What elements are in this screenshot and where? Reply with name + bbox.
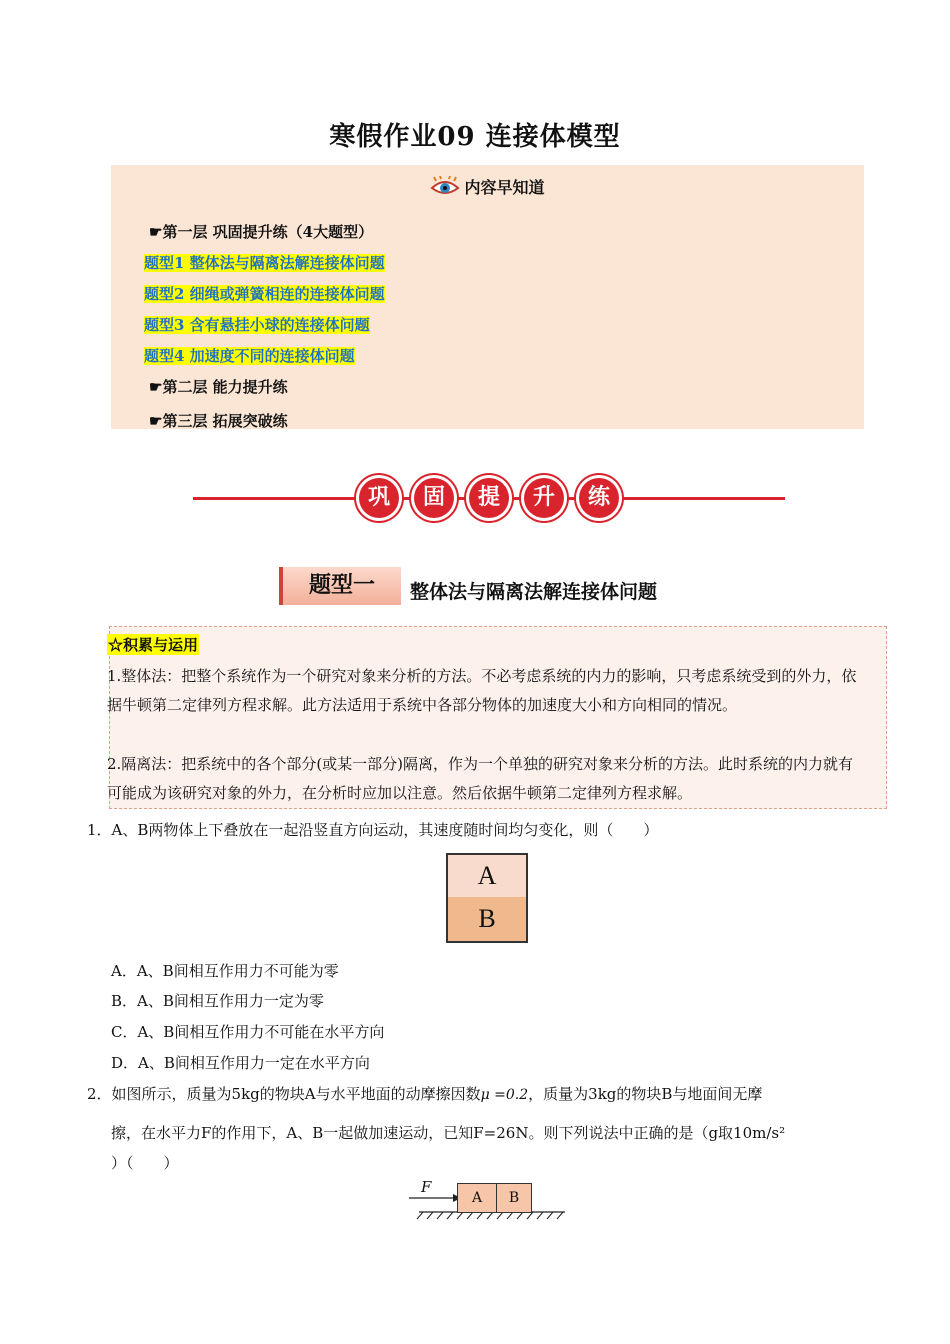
force-label: F [421, 1178, 432, 1196]
block-b: B [446, 897, 528, 943]
toc-type-2[interactable]: 题型2 细绳或弹簧相连的连接体问题 [144, 285, 385, 303]
q1-option-b[interactable]: B．A、B间相互作用力一定为零 [111, 992, 324, 1010]
q2-text-a: 2．如图所示，质量为5kg的物块A与水平地面的动摩擦因数 [87, 1085, 481, 1103]
toc-layer2: ☛第二层 能力提升练 [149, 378, 288, 396]
banner-char-4: 升 [524, 478, 564, 518]
q2-figure [405, 1178, 570, 1223]
accumulation-paragraph-1: 1.整体法：把整个系统作为一个研究对象来分析的方法。不必考虑系统的内力的影响，只考虑系统受到的外力，依据牛顿第二定律列方程求解。此方法适用于系统中各部分物体的加速度大小和方向相同的情况。 [107, 667, 857, 714]
question-1-stem: 1．A、B两物体上下叠放在一起沿竖直方向运动，其速度随时间均匀变化，则（ ） [87, 821, 659, 839]
banner-char-5: 练 [579, 478, 619, 518]
question-2-line-1 [87, 1080, 867, 1110]
toc-layer3: ☛第三层 拓展突破练 [149, 412, 288, 430]
q2-text-b: ，质量为3kg的物块B与地面间无摩 [528, 1085, 763, 1103]
q1-figure [446, 853, 528, 943]
block-a-q2: A [457, 1183, 497, 1213]
block-b-q2: B [496, 1183, 532, 1213]
q1-option-a[interactable]: A．A、B间相互作用力不可能为零 [111, 962, 339, 980]
question-2-line-3: ）（ ） [111, 1154, 179, 1172]
toc-heading [111, 175, 864, 202]
toc-box [111, 165, 864, 429]
accumulation-heading: ☆积累与运用 [108, 636, 199, 654]
banner-char-1: 巩 [359, 478, 399, 518]
toc-type-1[interactable]: 题型1 整体法与隔离法解连接体问题 [144, 254, 385, 272]
question-2-line-2: 擦，在水平力F的作用下，A、B一起做加速运动，已知F=26N。则下列说法中正确的是（g取10m/s² [111, 1124, 786, 1142]
document-title: 寒假作业09 连接体模型 [329, 122, 621, 152]
toc-type-4[interactable]: 题型4 加速度不同的连接体问题 [144, 347, 355, 365]
section-title: 整体法与隔离法解连接体问题 [410, 581, 658, 603]
block-a: A [446, 853, 528, 899]
toc-heading-text: 内容早知道 [464, 178, 545, 197]
section-tag: 题型一 [279, 567, 401, 605]
banner-char-2: 固 [414, 478, 454, 518]
banner-char-3: 提 [469, 478, 509, 518]
q1-option-d[interactable]: D．A、B间相互作用力一定在水平方向 [111, 1054, 370, 1072]
q1-option-c[interactable]: C．A、B间相互作用力不可能在水平方向 [111, 1023, 385, 1041]
toc-type-3[interactable]: 题型3 含有悬挂小球的连接体问题 [144, 316, 370, 334]
eye-icon [430, 176, 460, 202]
accumulation-paragraph-2: 2.隔离法：把系统中的各个部分(或某一部分)隔离，作为一个单独的研究对象来分析的方法。此时系统的内力就有可能成为该研究对象的外力，在分析时应加以注意。然后依据牛顿第二定律列方程求解。 [107, 755, 854, 802]
q2-mu-value: μ =0.2 [480, 1087, 529, 1103]
toc-layer1: ☛第一层 巩固提升练（4大题型） [149, 223, 374, 241]
